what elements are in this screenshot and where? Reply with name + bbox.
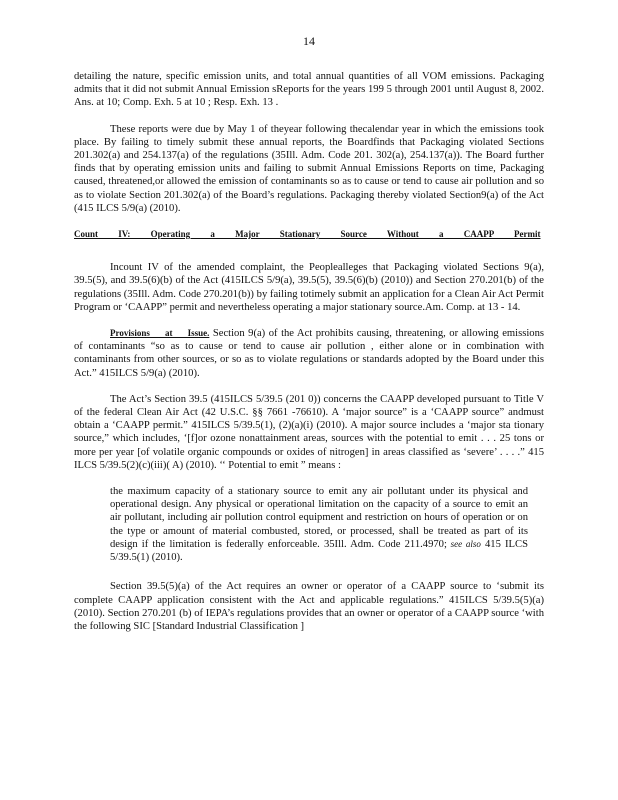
document-body xyxy=(74,70,544,646)
block-quote-text: the maximum capacity of a stationary source to emit any air pollutant under its physical and operational design. Any physical or operational limitation on the capacity of a source to emit an air pollutant, including air pollution control equipment and restriction on hours of operation or on the type or amount of material combusted, stored, or processed, shall be treated as part of its design if the limitation is federally enforceable. 35Ill. Adm. Code 211.4970; xyxy=(110,486,528,550)
paragraph-section-39-5-5-a: Section 39.5(5)(a) of the Act requires an owner or operator of a CAAPP source to ‘submit its complete CAAPP application consistent with the Act and applicable regulations.” 415ILCS 5/39.5(5)(a) (2010). Section 270.201 (b) of IEPA’s regulations provides that an owner or operator of a CAAPP source ‘with the following SIC [Standard Industrial Classification ] xyxy=(74,581,544,632)
provisions-at-issue-label: Provisions at Issue. xyxy=(110,328,210,339)
block-quote-potential-to-emit xyxy=(110,485,528,564)
paragraph-emission-reports-intro: detailing the nature, specific emission units, and total annual quantities of all VOM emissions. Packaging admits that it did not submit Annual Emission sReports for the years 199 5 through 2001 until August 8, 2002. Ans. at 10; Comp. Exh. 5 at 10 ; Resp. Exh. 13 . xyxy=(74,71,544,109)
paragraph-section-39-5: The Act’s Section 39.5 (415ILCS 5/39.5 (201 0)) concerns the CAAPP developed pursuant to Title V of the federal Clean Air Act (42 U.S.C. §§ 7661 -76610). A ‘major source” is a ‘CAAPP source” andmust obtain a ‘CAAPP permit.” 415ILCS 5/39.5(1), (2)(a)(i) (2010). A major source includes a ‘major sta tionary source,” which includes, ‘[f]or ozone nonattainment areas, sources with the potential to emit . . . 25 tons or more per year [of volatile organic compounds or oxides of nitrogen] in areas classified as ‘severe’ . . . .” 415 ILCS 5/39.5(2)(c)(iii)( A) (2010). ‘‘ Potential to emit ” means : xyxy=(74,393,544,471)
page-number: 14 xyxy=(303,34,315,48)
see-also-citation: see also xyxy=(446,538,481,549)
paragraph-provisions-at-issue xyxy=(74,327,544,380)
block-quote-citation: 415 ILCS 5/39.5(1) (2010). xyxy=(110,538,528,564)
paragraph-reports-due: These reports were due by May 1 of theyear following thecalendar year in which the emissions took place. By failing to timely submit these annual reports, the Boardfinds that Packaging violated Sections 201.302(a) and 254.137(a) of the regulations (35Ill. Adm. Code 201. 302(a), 254.137(a)). The Board further finds that by operating emission units and failing to submit Annual Emissions Reports on time, Packaging caused, threatened,or allowed the emission of contaminants so as to cause or tend to cause air pollution and so as to violate Section 201.302(a) of the Board’s regulations. Packaging thereby violated Section9(a) of the Act (415 ILCS 5/9(a) (2010). xyxy=(74,123,544,214)
paragraph-count-iv-allegation: Incount IV of the amended complaint, the Peoplealleges that Packaging violated Sections 9(a), 39.5(5), and 39.5(6)(b) of the Act (415ILCS 5/9(a), 39.5(5), 39.5(6)(b) (2010)) and Section 270.201(b) of the regulations (35Ill. Adm. Code 270.201(b)) by failing totimely submit an application for a Clean Air Act Permit Program or ‘CAAPP” permit and nevertheless operating a major stationary source.Am. Comp. at 13 - 14. xyxy=(74,262,544,313)
section-heading-count-iv: Count IV: Operating a Major Stationary Source Without a CAAPP Permit xyxy=(74,229,541,240)
provisions-at-issue-text: Section 9(a) of the Act prohibits causing, threatening, or allowing emissions of contaminants “so as to cause or tend to cause air pollution , either alone or in combination with contaminants from other sources, or so as to violate regulations or standards adopted by the Board under this Act.” 415ILCS 5/9(a) (2010). xyxy=(74,328,544,379)
